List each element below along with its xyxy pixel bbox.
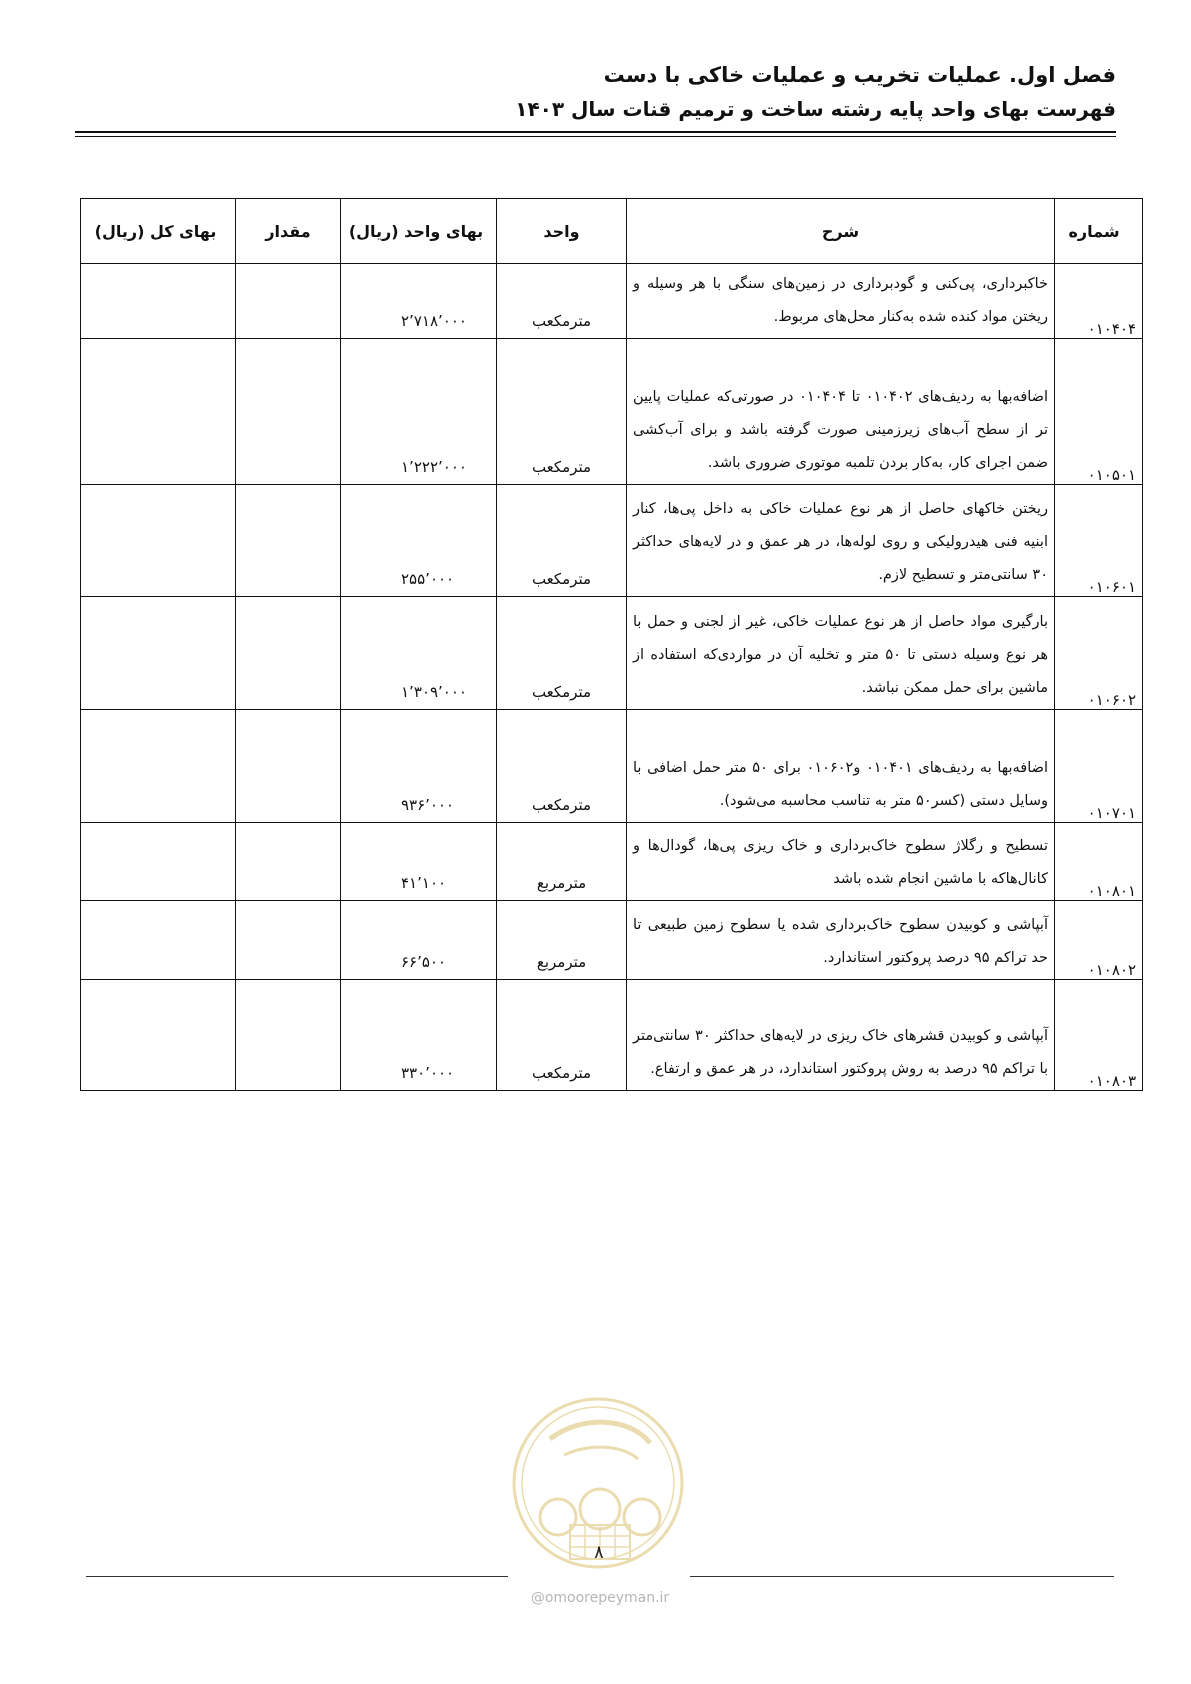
table-header-row — [81, 199, 1143, 264]
website-watermark: @omoorepeyman.ir — [530, 1590, 670, 1606]
row-unit: مترمربع — [497, 823, 627, 901]
table-row — [81, 710, 1143, 823]
row-code: ۰۱۰۶۰۱ — [1055, 485, 1143, 597]
row-description: آبپاشی و کوبیدن قشرهای خاک ریزی در لایه‌های حداکثر ۳۰ سانتی‌متر با تراکم ۹۵ درصد به روش پروکتور استاندارد، در هر عمق و ارتفاع. — [627, 980, 1055, 1091]
column-header-unit-price: بهای واحد (ریال) — [341, 199, 497, 264]
row-unit-price: ۱٬۲۲۲٬۰۰۰ — [341, 339, 497, 485]
row-unit-price: ۲۵۵٬۰۰۰ — [341, 485, 497, 597]
header-rule-thin — [75, 136, 1116, 137]
row-description: بارگیری مواد حاصل از هر نوع عملیات خاکی، غیر از لجنی و حمل با هر نوع وسیله دستی تا ۵۰ متر و تخلیه آن در مواردی‌که استفاده از ماشین برای حمل ممکن نباشد. — [627, 597, 1055, 710]
row-code: ۰۱۰۵۰۱ — [1055, 339, 1143, 485]
row-total — [81, 710, 236, 823]
footer-rule-left — [86, 1576, 508, 1577]
table-row — [81, 823, 1143, 901]
row-description: اضافه‌بها به ردیف‌های ۰۱۰۴۰۲ تا ۰۱۰۴۰۴ در صورتی‌که عملیات پایین تر از سطح آب‌های زیرزمینی صورت گرفته باشد و برای آب‌کشی ضمن اجرای کار، به‌کار بردن تلمبه موتوری ضروری باشد. — [627, 339, 1055, 485]
row-unit-price: ۹۳۶٬۰۰۰ — [341, 710, 497, 823]
row-description: اضافه‌بها به ردیف‌های ۰۱۰۴۰۱ و۰۱۰۶۰۲ برای ۵۰ متر حمل اضافی با وسایل دستی (کسر۵۰ متر به تناسب محاسبه می‌شود). — [627, 710, 1055, 823]
row-code: ۰۱۰۷۰۱ — [1055, 710, 1143, 823]
row-total — [81, 823, 236, 901]
list-subtitle: فهرست بهای واحد پایه رشته ساخت و ترمیم قنات سال ۱۴۰۳ — [515, 97, 1116, 121]
row-quantity — [236, 823, 341, 901]
row-total — [81, 901, 236, 980]
row-code: ۰۱۰۸۰۱ — [1055, 823, 1143, 901]
row-unit: مترمکعب — [497, 339, 627, 485]
row-quantity — [236, 485, 341, 597]
row-unit-price: ۳۳۰٬۰۰۰ — [341, 980, 497, 1091]
row-total — [81, 339, 236, 485]
column-header-total: بهای کل (ریال) — [81, 199, 236, 264]
row-description: ریختن خاکهای حاصل از هر نوع عملیات خاکی به داخل پی‌ها، کنار ابنیه فنی هیدرولیکی و روی لوله‌ها، در هر عمق و در لایه‌های حداکثر ۳۰ سانتی‌متر و تسطیح لازم. — [627, 485, 1055, 597]
row-quantity — [236, 901, 341, 980]
row-unit: مترمکعب — [497, 485, 627, 597]
column-header-description: شرح — [627, 199, 1055, 264]
column-header-quantity: مقدار — [236, 199, 341, 264]
row-quantity — [236, 710, 341, 823]
row-description: تسطیح و رگلاژ سطوح خاک‌برداری و خاک ریزی پی‌ها، گودال‌ها و کانال‌هاکه با ماشین انجام شده باشد — [627, 823, 1055, 901]
page-header — [76, 58, 1116, 126]
row-unit-price: ۶۶٬۵۰۰ — [341, 901, 497, 980]
row-unit: مترمکعب — [497, 710, 627, 823]
row-total — [81, 597, 236, 710]
price-list-table — [80, 198, 1143, 1091]
table-row — [81, 339, 1143, 485]
table-row — [81, 264, 1143, 339]
row-quantity — [236, 980, 341, 1091]
page-number: ۸ — [594, 1542, 604, 1563]
row-unit: مترمکعب — [497, 264, 627, 339]
row-quantity — [236, 339, 341, 485]
row-description: خاکبرداری، پی‌کنی و گودبرداری در زمین‌های سنگی با هر وسیله و ریختن مواد کنده شده به‌کنار محل‌های مربوط. — [627, 264, 1055, 339]
column-header-code: شماره — [1055, 199, 1143, 264]
row-quantity — [236, 264, 341, 339]
column-header-unit: واحد — [497, 199, 627, 264]
header-rule-thick — [75, 131, 1116, 133]
row-unit: مترمربع — [497, 901, 627, 980]
row-total — [81, 980, 236, 1091]
row-total — [81, 485, 236, 597]
row-quantity — [236, 597, 341, 710]
row-description: آبپاشی و کوبیدن سطوح خاک‌برداری شده یا سطوح زمین طبیعی تا حد تراکم ۹۵ درصد پروکتور استاندارد. — [627, 901, 1055, 980]
table-row — [81, 901, 1143, 980]
row-code: ۰۱۰۴۰۴ — [1055, 264, 1143, 339]
row-unit-price: ۲٬۷۱۸٬۰۰۰ — [341, 264, 497, 339]
chapter-title: فصل اول. عملیات تخریب و عملیات خاکی با دست — [603, 63, 1116, 87]
row-code: ۰۱۰۸۰۳ — [1055, 980, 1143, 1091]
row-unit-price: ۴۱٬۱۰۰ — [341, 823, 497, 901]
row-unit: مترمکعب — [497, 597, 627, 710]
table-row — [81, 485, 1143, 597]
table-row — [81, 980, 1143, 1091]
table-row — [81, 597, 1143, 710]
row-total — [81, 264, 236, 339]
footer-rule-right — [690, 1576, 1114, 1577]
row-unit-price: ۱٬۳۰۹٬۰۰۰ — [341, 597, 497, 710]
row-unit: مترمکعب — [497, 980, 627, 1091]
row-code: ۰۱۰۶۰۲ — [1055, 597, 1143, 710]
row-code: ۰۱۰۸۰۲ — [1055, 901, 1143, 980]
